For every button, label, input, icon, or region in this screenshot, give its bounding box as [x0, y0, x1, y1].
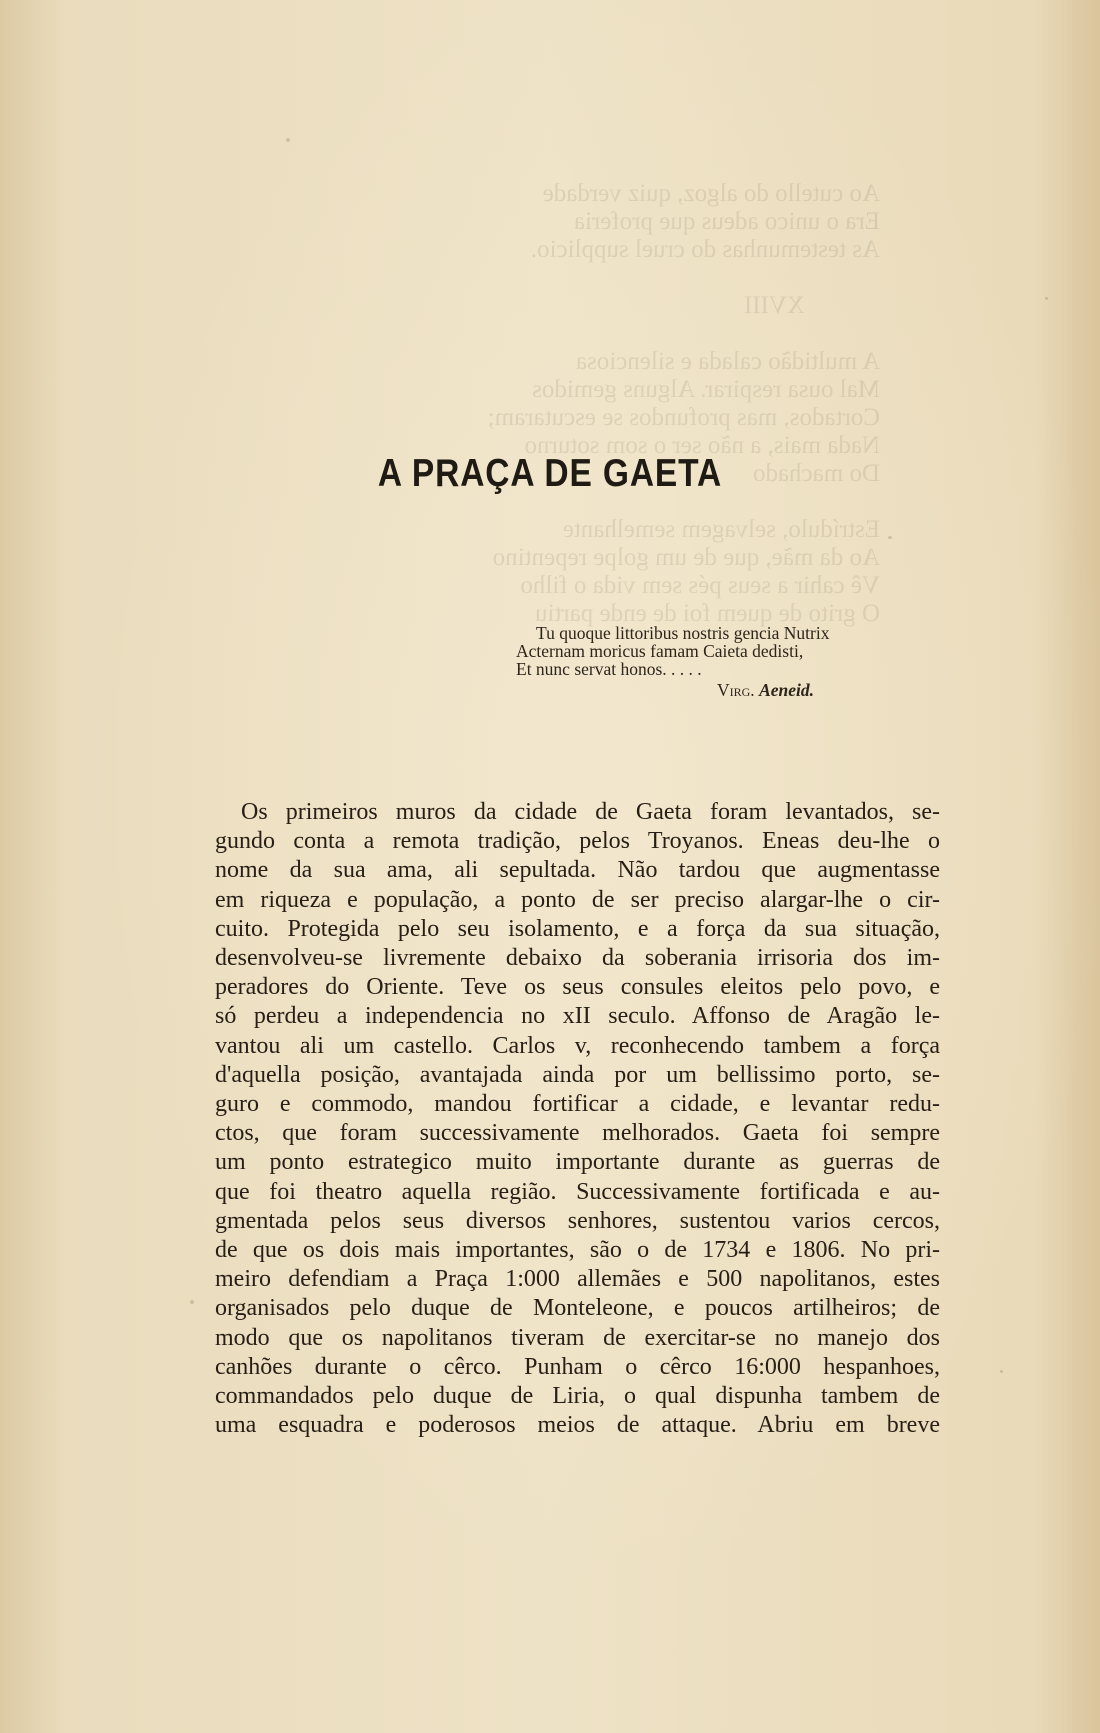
- body-line: meiro defendiam a Praça 1:000 allemães e 500 napolitanos, estes: [215, 1266, 940, 1293]
- body-line: que foi theatro aquella região. Successivamente fortificada e au-: [215, 1178, 940, 1205]
- body-line: vantou ali um castello. Carlos v, reconhecendo tambem a força: [215, 1032, 940, 1059]
- body-line: modo que os napolitanos tiveram de exercitar-se no manejo dos: [215, 1324, 940, 1351]
- body-line: canhões durante o cêrco. Punham o cêrco 16:000 hespanhoes,: [215, 1353, 940, 1380]
- epigraph-line: Acternam moricus famam Caieta dedisti,: [516, 641, 804, 661]
- body-line: só perdeu a independencia no xII seculo. Affonso de Aragão le-: [215, 1003, 940, 1030]
- citation-author: Virg.: [717, 680, 755, 700]
- body-line: nome da sua ama, ali sepultada. Não tardou que augmentasse: [215, 857, 940, 884]
- body-line: Os primeiros muros da cidade de Gaeta foram levantados, se-: [241, 799, 940, 825]
- show-through-texture: Ao cutello do algoz, quiz verdade Era o unico adeus que proferia As testemunhas do cruel supplicio. XVIII A multidão calada e silenciosa Mal ousa respirar. Alguns gemidos Cortados, mas profundos se escutaram; Nada mais, a não ser o som soturno Do machado Estrídulo, selvagem semelhante Ao da mãe, que de um golpe repentino Vê cahir a seus pés sem vida o filho O grito de quem foi de ende partiu: [487, 180, 880, 627]
- body-line: um ponto estrategico muito importante durante as guerras de: [215, 1149, 940, 1176]
- epigraph-line: Et nunc servat honos. . . . .: [516, 659, 702, 679]
- body-line: gmentada pelos seus diversos senhores, sustentou varios cercos,: [215, 1207, 940, 1234]
- article-title: A PRAÇA DE GAETA: [377, 452, 723, 495]
- body-line: d'aquella posição, avantajada ainda por um bellissimo porto, se-: [215, 1061, 940, 1088]
- article-body: [215, 798, 940, 1440]
- body-line: guro e commodo, mandou fortificar a cidade, e levantar redu-: [215, 1091, 940, 1118]
- body-line: de que os dois mais importantes, são o de 1734 e 1806. No pri-: [215, 1237, 940, 1264]
- body-line: uma esquadra e poderosos meios de attaque. Abriu em breve: [215, 1412, 940, 1439]
- body-line: cuito. Protegida pelo seu isolamento, e a força da sua situação,: [215, 915, 940, 942]
- body-line: desenvolveu-se livremente debaixo da soberania irrisoria dos im-: [215, 945, 940, 972]
- epigraph: [516, 624, 916, 699]
- paper-spot: [286, 138, 290, 142]
- citation-work: Aeneid.: [759, 680, 814, 700]
- body-line: gundo conta a remota tradição, pelos Troyanos. Eneas deu-lhe o: [215, 828, 940, 855]
- epigraph-line: Tu quoque littoribus nostris gencia Nutrix: [536, 623, 830, 643]
- body-line: ctos, que foram successivamente melhorados. Gaeta foi sempre: [215, 1120, 940, 1147]
- epigraph-citation: [516, 681, 916, 699]
- paper-spot: [1000, 1370, 1003, 1373]
- paper-spot: [888, 536, 892, 539]
- paper-spot: [1045, 297, 1048, 300]
- body-line: organisados pelo duque de Monteleone, e poucos artilheiros; de: [215, 1295, 940, 1322]
- paper-spot: [190, 1300, 194, 1304]
- body-line: peradores do Oriente. Teve os seus consules eleitos pelo povo, e: [215, 974, 940, 1001]
- body-line: em riqueza e população, a ponto de ser preciso alargar-lhe o cir-: [215, 886, 940, 913]
- body-line: commandados pelo duque de Liria, o qual dispunha tambem de: [215, 1383, 940, 1410]
